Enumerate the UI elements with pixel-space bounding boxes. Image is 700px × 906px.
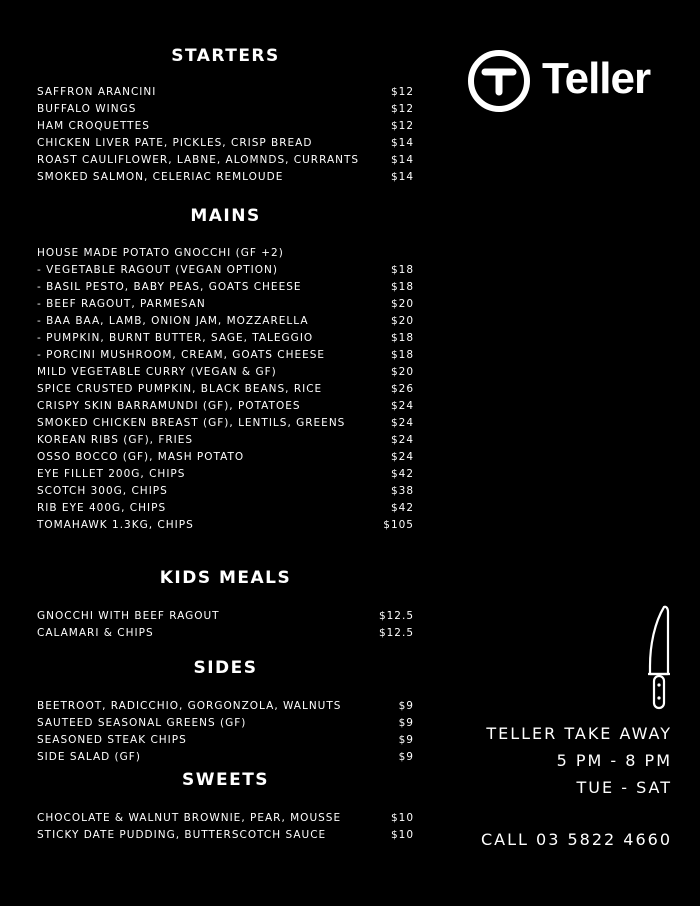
- menu-item: [37, 347, 414, 364]
- menu-item-price: $42: [390, 468, 414, 480]
- menu-item-name: SEASONED STEAK CHIPS: [37, 734, 187, 746]
- menu-item-name: - BAA BAA, LAMB, ONION JAM, MOZZARELLA: [37, 315, 309, 327]
- section-starters: [37, 46, 414, 186]
- menu-item: [37, 84, 414, 101]
- menu-item: [37, 517, 414, 534]
- menu-item: [37, 101, 414, 118]
- menu-item-price: $24: [390, 417, 414, 429]
- takeaway-days: TUE - SAT: [576, 778, 672, 797]
- section-kids-meals: [37, 568, 414, 642]
- menu-item-price: $20: [390, 315, 414, 327]
- menu-item-name: BUFFALO WINGS: [37, 103, 137, 115]
- menu-item: [37, 698, 414, 715]
- menu-item-name: GNOCCHI WITH BEEF RAGOUT: [37, 610, 220, 622]
- menu-item-price: $18: [390, 281, 414, 293]
- section-heading-starters: STARTERS: [171, 46, 280, 66]
- menu-item-price: $26: [390, 383, 414, 395]
- takeaway-hours: 5 PM - 8 PM: [556, 751, 672, 770]
- menu-item-name: OSSO BOCCO (GF), MASH POTATO: [37, 451, 245, 463]
- menu-item-name: ROAST CAULIFLOWER, LABNE, ALOMNDS, CURRANTS: [37, 154, 360, 166]
- menu-item-price: $12: [390, 103, 414, 115]
- section-heading-sides: SIDES: [193, 658, 258, 678]
- menu-item: [37, 810, 414, 827]
- item-list-mains: [37, 245, 414, 534]
- menu-item-name: SAUTEED SEASONAL GREENS (GF): [37, 717, 247, 729]
- menu-item-price: $42: [390, 502, 414, 514]
- menu-item-price: $105: [383, 519, 414, 531]
- menu-item: [37, 500, 414, 517]
- menu-item-name: SMOKED CHICKEN BREAST (GF), LENTILS, GREENS: [37, 417, 346, 429]
- menu-item-name: MILD VEGETABLE CURRY (VEGAN & GF): [37, 366, 277, 378]
- menu-item-name: STICKY DATE PUDDING, BUTTERSCOTCH SAUCE: [37, 829, 327, 841]
- menu-item-name: RIB EYE 400G, CHIPS: [37, 502, 167, 514]
- menu-item-price: $18: [390, 349, 414, 361]
- menu-item-name: BEETROOT, RADICCHIO, GORGONZOLA, WALNUTS: [37, 700, 342, 712]
- menu-item: [37, 732, 414, 749]
- menu-item: [37, 449, 414, 466]
- menu-item-price: $9: [398, 751, 414, 763]
- menu-item-name: HOUSE MADE POTATO GNOCCHI (GF +2): [37, 247, 284, 259]
- menu-item: [37, 398, 414, 415]
- menu-item-price: $20: [390, 366, 414, 378]
- section-sweets: [37, 770, 414, 844]
- menu-item-name: - PUMPKIN, BURNT BUTTER, SAGE, TALEGGIO: [37, 332, 314, 344]
- section-mains: [37, 206, 414, 534]
- menu-item: [37, 827, 414, 844]
- item-list-sweets: [37, 810, 414, 844]
- item-list-sides: [37, 698, 414, 766]
- menu-item: [37, 625, 414, 642]
- menu-item-name: CALAMARI & CHIPS: [37, 627, 154, 639]
- menu-item-name: SCOTCH 300G, CHIPS: [37, 485, 168, 497]
- menu-item-name: SPICE CRUSTED PUMPKIN, BLACK BEANS, RICE: [37, 383, 323, 395]
- brand-name: Teller: [542, 54, 651, 103]
- menu-item-name: KOREAN RIBS (GF), FRIES: [37, 434, 194, 446]
- section-sides: [37, 658, 414, 766]
- menu-item-name: - VEGETABLE RAGOUT (VEGAN OPTION): [37, 264, 278, 276]
- menu-item-price: $18: [390, 332, 414, 344]
- menu-item: [37, 118, 414, 135]
- menu-item-price: $10: [390, 829, 414, 841]
- menu-item: [37, 483, 414, 500]
- menu-item: [37, 330, 414, 347]
- menu-item-price: $9: [398, 700, 414, 712]
- item-list-kids-meals: [37, 608, 414, 642]
- menu-item: [37, 715, 414, 732]
- item-list-starters: [37, 84, 414, 186]
- menu-item-price: $12.5: [378, 610, 414, 622]
- menu-item-price: $38: [390, 485, 414, 497]
- takeaway-phone: CALL 03 5822 4660: [481, 830, 672, 849]
- menu-item: [37, 381, 414, 398]
- section-heading-kids-meals: KIDS MEALS: [159, 568, 292, 588]
- menu-item-price: $10: [390, 812, 414, 824]
- menu-item-name: SMOKED SALMON, CELERIAC REMLOUDE: [37, 171, 284, 183]
- menu-item-price: $14: [390, 154, 414, 166]
- menu-item-name: SAFFRON ARANCINI: [37, 86, 157, 98]
- menu-item: [37, 296, 414, 313]
- menu-item: [37, 262, 414, 279]
- menu-item-price: $12: [390, 86, 414, 98]
- menu-item-price: $24: [390, 400, 414, 412]
- menu-item-name: CRISPY SKIN BARRAMUNDI (GF), POTATOES: [37, 400, 301, 412]
- menu-item-price: $14: [390, 137, 414, 149]
- menu-item-price: $20: [390, 298, 414, 310]
- menu-item: [37, 466, 414, 483]
- section-heading-mains: MAINS: [190, 206, 261, 226]
- menu-item-name: HAM CROQUETTES: [37, 120, 150, 132]
- takeaway-title: TELLER TAKE AWAY: [486, 724, 672, 743]
- menu-item: [37, 169, 414, 186]
- menu-item: [37, 608, 414, 625]
- menu-item-price: $18: [390, 264, 414, 276]
- menu-item-price: $9: [398, 734, 414, 746]
- menu-item-name: TOMAHAWK 1.3KG, CHIPS: [37, 519, 194, 531]
- menu-item-name: - BASIL PESTO, BABY PEAS, GOATS CHEESE: [37, 281, 302, 293]
- chef-knife-icon: [646, 604, 674, 712]
- menu-item-name: CHOCOLATE & WALNUT BROWNIE, PEAR, MOUSSE: [37, 812, 342, 824]
- menu-item: [37, 135, 414, 152]
- menu-item-price: $24: [390, 434, 414, 446]
- menu-item-name: - PORCINI MUSHROOM, CREAM, GOATS CHEESE: [37, 349, 326, 361]
- circle-t-logo-icon: [466, 48, 532, 114]
- menu-item-name: SIDE SALAD (GF): [37, 751, 141, 763]
- menu-item: [37, 245, 414, 262]
- menu-item: [37, 749, 414, 766]
- menu-item: [37, 432, 414, 449]
- menu-item: [37, 152, 414, 169]
- menu-item-price: $12: [390, 120, 414, 132]
- menu-item-price: $9: [398, 717, 414, 729]
- menu-item-name: CHICKEN LIVER PATE, PICKLES, CRISP BREAD: [37, 137, 313, 149]
- menu-item-price: $14: [390, 171, 414, 183]
- menu-item: [37, 279, 414, 296]
- brand-logo: [466, 48, 670, 114]
- menu-item: [37, 364, 414, 381]
- menu-item-name: - BEEF RAGOUT, PARMESAN: [37, 298, 206, 310]
- menu-item-price: $24: [390, 451, 414, 463]
- menu-item: [37, 415, 414, 432]
- menu-item-price: $12.5: [378, 627, 414, 639]
- menu-item-name: EYE FILLET 200G, CHIPS: [37, 468, 186, 480]
- section-heading-sweets: SWEETS: [181, 770, 270, 790]
- menu-item: [37, 313, 414, 330]
